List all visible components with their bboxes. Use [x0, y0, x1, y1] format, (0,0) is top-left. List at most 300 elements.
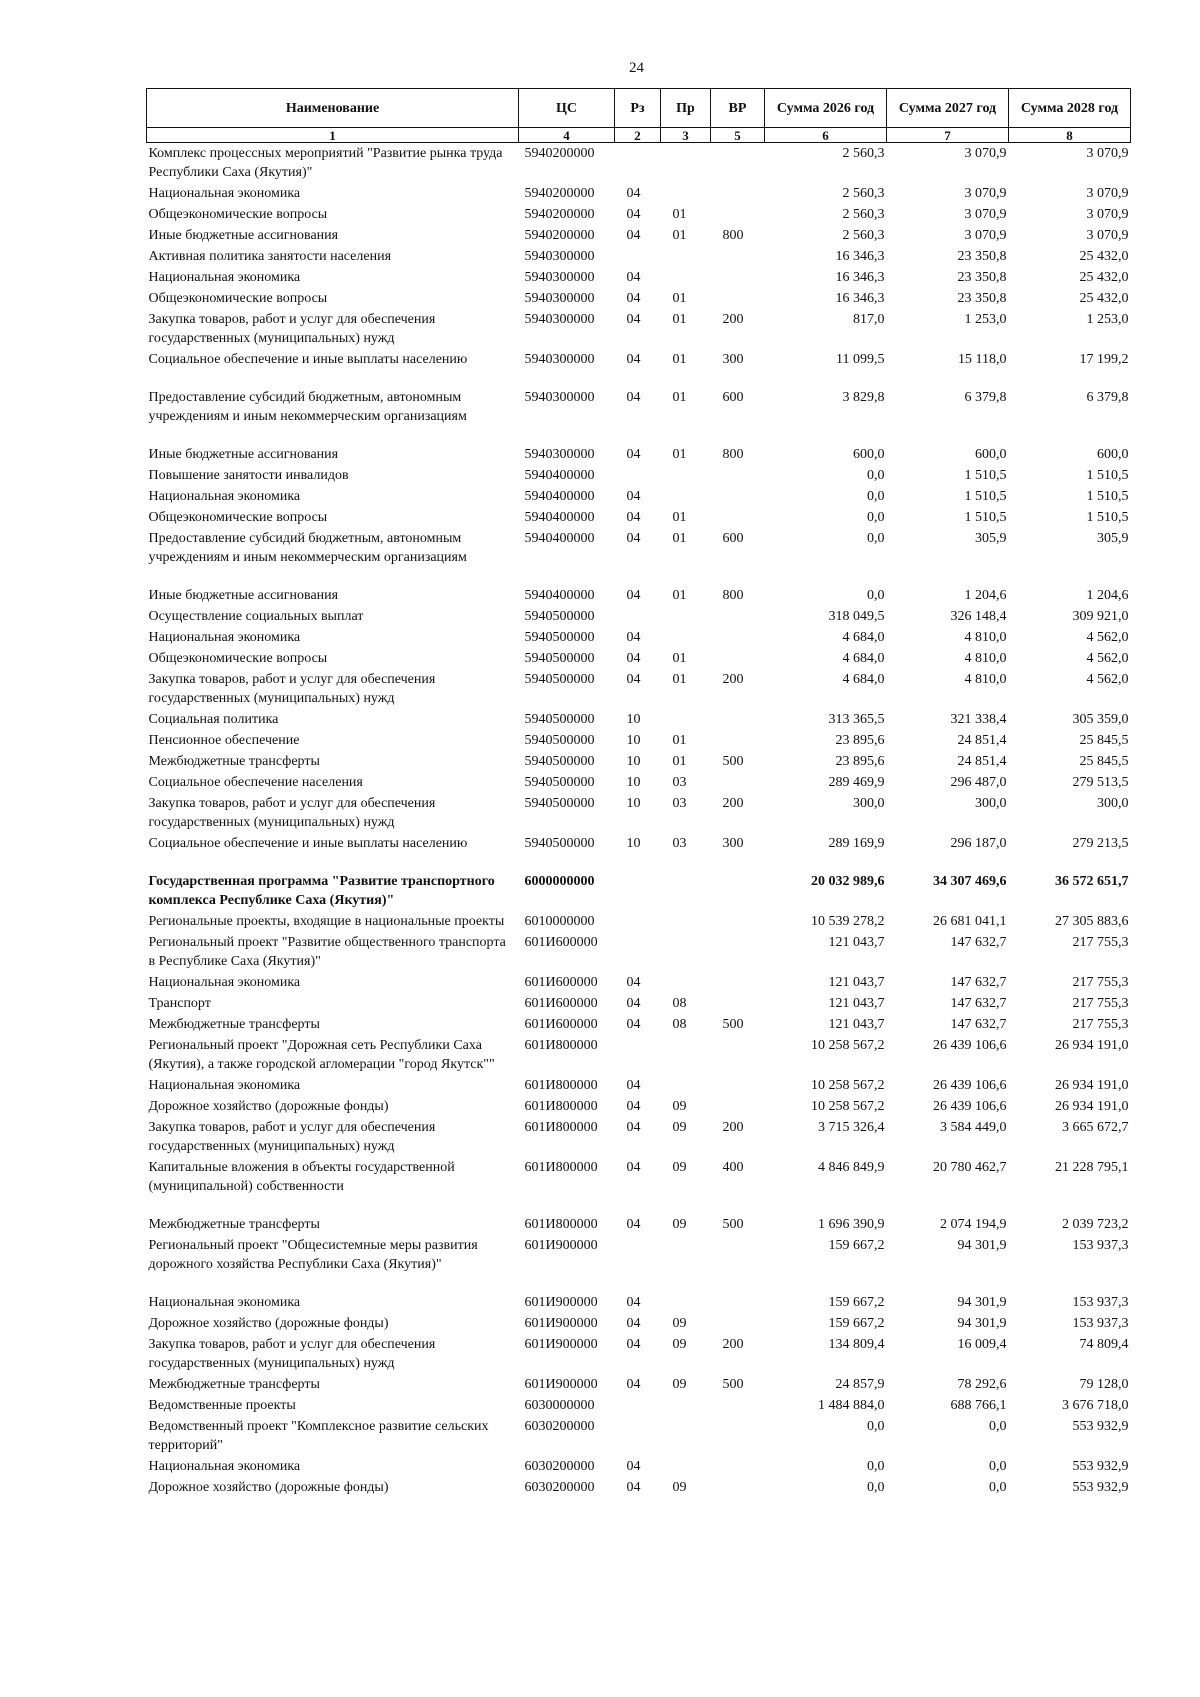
row-sum-2027: 147 632,7 — [950, 975, 1007, 990]
row-sum-2027: 0,0 — [989, 1459, 1007, 1474]
row-sum-2026: 121 043,7 — [828, 1017, 885, 1032]
row-pr: 01 — [672, 733, 687, 748]
row-sum-2028: 305 359,0 — [1072, 712, 1129, 727]
row-sum-2027: 94 301,9 — [957, 1295, 1007, 1310]
row-sum-2028: 553 932,9 — [1072, 1480, 1129, 1495]
row-cs: 601И800000 — [524, 1160, 598, 1175]
row-sum-2026: 10 539 278,2 — [811, 914, 885, 929]
row-cs: 601И800000 — [524, 1099, 598, 1114]
row-cs: 601И900000 — [524, 1238, 598, 1253]
row-pr — [661, 932, 711, 972]
row-sum-2026: 0,0 — [867, 510, 885, 525]
row-sum-2027: 23 350,8 — [957, 270, 1007, 285]
row-sum-2026: 0,0 — [867, 489, 885, 504]
table-row — [147, 730, 1131, 751]
row-pr: 01 — [672, 352, 687, 367]
row-sum-2026: 121 043,7 — [828, 996, 885, 1011]
row-name: Общеэкономические вопросы — [148, 207, 328, 222]
row-sum-2027: 3 070,9 — [964, 146, 1007, 161]
row-vr: 200 — [722, 1337, 744, 1352]
row-sum-2027: 26 439 106,6 — [933, 1038, 1007, 1053]
table-row — [147, 793, 1131, 833]
row-name: Закупка товаров, работ и услуг для обеспечения государственных (муниципальных) нужд — [148, 672, 436, 706]
row-sum-2028: 36 572 651,7 — [1055, 874, 1129, 889]
row-name: Иные бюджетные ассигнования — [148, 588, 339, 603]
row-sum-2028: 279 213,5 — [1072, 836, 1129, 851]
row-cs: 5940200000 — [524, 146, 595, 161]
table-row — [147, 1214, 1131, 1235]
row-name: Межбюджетные трансферты — [148, 754, 320, 769]
header-vr: ВР — [711, 89, 765, 128]
row-pr — [661, 972, 711, 993]
row-cs: 601И900000 — [524, 1316, 598, 1331]
row-vr: 500 — [722, 1377, 744, 1392]
row-sum-2027: 94 301,9 — [957, 1238, 1007, 1253]
row-sum-2028: 4 562,0 — [1086, 651, 1129, 666]
table-row — [147, 1096, 1131, 1117]
row-pr — [661, 143, 711, 184]
row-pr: 09 — [672, 1099, 687, 1114]
row-sum-2027: 16 009,4 — [957, 1337, 1007, 1352]
row-pr — [661, 1395, 711, 1416]
row-sum-2027: 23 350,8 — [957, 249, 1007, 264]
row-rz — [615, 1235, 661, 1292]
row-pr: 01 — [672, 207, 687, 222]
row-vr — [711, 648, 765, 669]
row-sum-2026: 4 684,0 — [842, 651, 885, 666]
row-rz: 04 — [626, 489, 641, 504]
row-rz: 04 — [626, 588, 641, 603]
row-cs: 601И900000 — [524, 1295, 598, 1310]
column-number: 7 — [887, 128, 1009, 143]
row-cs: 601И600000 — [524, 1017, 598, 1032]
row-sum-2027: 688 766,1 — [950, 1398, 1007, 1413]
row-name: Региональные проекты, входящие в национальные проекты — [148, 914, 505, 929]
table-row — [147, 1334, 1131, 1374]
row-vr: 600 — [722, 531, 744, 546]
row-rz: 04 — [626, 1120, 641, 1135]
row-sum-2027: 3 070,9 — [964, 228, 1007, 243]
row-rz: 04 — [626, 1099, 641, 1114]
table-row — [147, 267, 1131, 288]
row-rz: 04 — [626, 390, 641, 405]
row-pr: 08 — [672, 1017, 687, 1032]
row-rz: 04 — [626, 1459, 641, 1474]
header-name: Наименование — [147, 89, 519, 128]
row-sum-2027: 326 148,4 — [950, 609, 1007, 624]
row-cs: 601И800000 — [524, 1078, 598, 1093]
row-vr — [711, 1035, 765, 1075]
row-sum-2026: 159 667,2 — [828, 1238, 885, 1253]
row-cs: 5940400000 — [524, 468, 595, 483]
row-vr — [711, 911, 765, 932]
row-vr: 400 — [722, 1160, 744, 1175]
table-row — [147, 648, 1131, 669]
table-row — [147, 288, 1131, 309]
row-rz: 04 — [626, 1316, 641, 1331]
row-sum-2028: 1 510,5 — [1086, 468, 1129, 483]
row-rz: 04 — [626, 1217, 641, 1232]
row-sum-2026: 4 684,0 — [842, 630, 885, 645]
row-sum-2027: 4 810,0 — [964, 651, 1007, 666]
row-sum-2026: 2 560,3 — [842, 207, 885, 222]
row-rz: 04 — [626, 1160, 641, 1175]
row-cs: 5940500000 — [524, 836, 595, 851]
row-sum-2027: 300,0 — [975, 796, 1007, 811]
row-sum-2027: 147 632,7 — [950, 1017, 1007, 1032]
row-sum-2028: 305,9 — [1097, 531, 1129, 546]
row-sum-2027: 0,0 — [989, 1419, 1007, 1434]
row-sum-2026: 0,0 — [867, 468, 885, 483]
row-cs: 5940500000 — [524, 630, 595, 645]
row-name: Дорожное хозяйство (дорожные фонды) — [148, 1480, 389, 1495]
row-sum-2026: 159 667,2 — [828, 1316, 885, 1331]
row-vr: 500 — [722, 1017, 744, 1032]
row-pr — [661, 1416, 711, 1456]
row-name: Осуществление социальных выплат — [148, 609, 364, 624]
row-rz: 10 — [626, 775, 641, 790]
row-sum-2026: 16 346,3 — [835, 270, 885, 285]
row-cs: 601И800000 — [524, 1120, 598, 1135]
row-vr: 300 — [722, 836, 744, 851]
row-cs: 601И600000 — [524, 996, 598, 1011]
row-name: Общеэкономические вопросы — [148, 291, 328, 306]
row-rz: 04 — [626, 1337, 641, 1352]
row-sum-2028: 4 562,0 — [1086, 630, 1129, 645]
row-sum-2026: 16 346,3 — [835, 291, 885, 306]
row-sum-2027: 4 810,0 — [964, 630, 1007, 645]
table-row — [147, 1014, 1131, 1035]
row-name: Закупка товаров, работ и услуг для обеспечения государственных (муниципальных) нужд — [148, 312, 436, 346]
row-name: Дорожное хозяйство (дорожные фонды) — [148, 1099, 389, 1114]
row-vr — [711, 627, 765, 648]
row-pr: 09 — [672, 1480, 687, 1495]
row-sum-2026: 23 895,6 — [835, 754, 885, 769]
row-pr — [661, 911, 711, 932]
row-sum-2027: 26 681 041,1 — [933, 914, 1007, 929]
row-name: Иные бюджетные ассигнования — [148, 447, 339, 462]
column-number: 5 — [711, 128, 765, 143]
row-sum-2028: 153 937,3 — [1072, 1238, 1129, 1253]
row-sum-2028: 26 934 191,0 — [1055, 1038, 1129, 1053]
row-pr: 03 — [672, 796, 687, 811]
row-sum-2026: 289 169,9 — [828, 836, 885, 851]
row-vr — [711, 606, 765, 627]
row-vr — [711, 465, 765, 486]
row-cs: 601И600000 — [524, 975, 598, 990]
table-row — [147, 1235, 1131, 1292]
column-number: 2 — [615, 128, 661, 143]
row-pr: 08 — [672, 996, 687, 1011]
row-sum-2026: 11 099,5 — [836, 352, 885, 367]
row-sum-2027: 1 253,0 — [964, 312, 1007, 327]
row-sum-2028: 553 932,9 — [1072, 1419, 1129, 1434]
table-row — [147, 993, 1131, 1014]
row-name: Национальная экономика — [148, 1459, 301, 1474]
row-pr: 01 — [672, 651, 687, 666]
table-row — [147, 246, 1131, 267]
row-pr: 09 — [672, 1120, 687, 1135]
row-rz: 04 — [626, 651, 641, 666]
row-cs: 5940400000 — [524, 588, 595, 603]
row-name: Общеэкономические вопросы — [148, 510, 328, 525]
row-name: Закупка товаров, работ и услуг для обеспечения государственных (муниципальных) нужд — [148, 1337, 436, 1371]
table-row — [147, 833, 1131, 871]
row-sum-2028: 3 070,9 — [1086, 207, 1129, 222]
row-sum-2028: 217 755,3 — [1072, 1017, 1129, 1032]
row-sum-2027: 3 070,9 — [964, 207, 1007, 222]
row-name: Национальная экономика — [148, 1078, 301, 1093]
row-sum-2028: 3 070,9 — [1086, 146, 1129, 161]
row-sum-2027: 78 292,6 — [957, 1377, 1007, 1392]
table-row — [147, 627, 1131, 648]
row-sum-2026: 313 365,5 — [828, 712, 885, 727]
row-rz: 04 — [626, 291, 641, 306]
row-sum-2028: 25 432,0 — [1079, 291, 1129, 306]
row-vr — [711, 871, 765, 911]
row-name: Государственная программа "Развитие транспортного комплекса Республике Саха (Якутия)" — [148, 874, 495, 908]
table-row — [147, 1157, 1131, 1214]
row-sum-2026: 1 484 884,0 — [818, 1398, 885, 1413]
row-sum-2028: 3 070,9 — [1086, 228, 1129, 243]
table-row — [147, 606, 1131, 627]
row-name: Социальное обеспечение и иные выплаты населению — [148, 836, 468, 851]
table-row — [147, 486, 1131, 507]
row-cs: 6030200000 — [524, 1480, 595, 1495]
row-name: Закупка товаров, работ и услуг для обеспечения государственных (муниципальных) нужд — [148, 796, 436, 830]
row-vr — [711, 1075, 765, 1096]
row-pr: 03 — [672, 775, 687, 790]
table-row — [147, 387, 1131, 444]
row-sum-2028: 309 921,0 — [1072, 609, 1129, 624]
row-rz: 04 — [626, 1017, 641, 1032]
row-pr: 09 — [672, 1377, 687, 1392]
row-pr: 01 — [672, 291, 687, 306]
row-rz: 04 — [626, 996, 641, 1011]
row-rz — [615, 143, 661, 184]
row-name: Ведомственный проект "Комплексное развитие сельских территорий" — [148, 1419, 489, 1453]
column-number-row — [147, 128, 1131, 143]
row-cs: 5940500000 — [524, 775, 595, 790]
column-number: 4 — [519, 128, 615, 143]
row-sum-2026: 24 857,9 — [835, 1377, 885, 1392]
row-name: Общеэкономические вопросы — [148, 651, 328, 666]
row-vr — [711, 507, 765, 528]
row-pr — [661, 486, 711, 507]
row-rz: 04 — [626, 228, 641, 243]
row-vr — [711, 267, 765, 288]
row-pr: 09 — [672, 1217, 687, 1232]
row-vr — [711, 1096, 765, 1117]
row-sum-2027: 26 439 106,6 — [933, 1099, 1007, 1114]
row-cs: 5940400000 — [524, 510, 595, 525]
row-sum-2027: 305,9 — [975, 531, 1007, 546]
row-sum-2026: 3 715 326,4 — [818, 1120, 885, 1135]
row-vr — [711, 932, 765, 972]
row-pr: 01 — [672, 510, 687, 525]
row-pr: 01 — [672, 588, 687, 603]
table-row — [147, 225, 1131, 246]
table-row — [147, 507, 1131, 528]
row-vr — [711, 288, 765, 309]
row-sum-2027: 15 118,0 — [958, 352, 1007, 367]
row-sum-2026: 121 043,7 — [828, 975, 885, 990]
row-sum-2027: 1 510,5 — [964, 468, 1007, 483]
row-sum-2028: 6 379,8 — [1086, 390, 1129, 405]
row-name: Транспорт — [148, 996, 211, 1011]
row-name: Закупка товаров, работ и услуг для обеспечения государственных (муниципальных) нужд — [148, 1120, 436, 1154]
row-vr: 500 — [722, 1217, 744, 1232]
row-rz: 04 — [626, 630, 641, 645]
row-pr — [661, 183, 711, 204]
row-pr: 01 — [672, 447, 687, 462]
row-cs: 5940200000 — [524, 186, 595, 201]
column-number: 8 — [1009, 128, 1131, 143]
row-sum-2028: 1 510,5 — [1086, 510, 1129, 525]
table-row — [147, 183, 1131, 204]
row-sum-2026: 318 049,5 — [828, 609, 885, 624]
row-sum-2028: 26 934 191,0 — [1055, 1099, 1129, 1114]
row-sum-2027: 1 204,6 — [964, 588, 1007, 603]
row-rz: 04 — [626, 975, 641, 990]
row-sum-2026: 0,0 — [867, 1459, 885, 1474]
row-name: Межбюджетные трансферты — [148, 1017, 320, 1032]
row-sum-2026: 0,0 — [867, 1480, 885, 1495]
row-cs: 6030200000 — [524, 1459, 595, 1474]
row-sum-2027: 1 510,5 — [964, 510, 1007, 525]
row-cs: 5940500000 — [524, 733, 595, 748]
row-sum-2028: 217 755,3 — [1072, 935, 1129, 950]
row-rz: 04 — [626, 510, 641, 525]
row-sum-2028: 1 253,0 — [1086, 312, 1129, 327]
row-cs: 5940500000 — [524, 712, 595, 727]
row-cs: 5940300000 — [524, 291, 595, 306]
row-name: Предоставление субсидий бюджетным, автономным учреждениям и иным некоммерческим организациям — [148, 390, 467, 424]
row-sum-2026: 20 032 989,6 — [811, 874, 885, 889]
row-sum-2026: 2 560,3 — [842, 228, 885, 243]
row-pr — [661, 606, 711, 627]
row-sum-2028: 4 562,0 — [1086, 672, 1129, 687]
row-sum-2028: 27 305 883,6 — [1055, 914, 1129, 929]
row-sum-2028: 17 199,2 — [1079, 352, 1129, 367]
row-pr — [661, 1035, 711, 1075]
row-sum-2026: 2 560,3 — [842, 146, 885, 161]
row-sum-2026: 289 469,9 — [828, 775, 885, 790]
table-row — [147, 932, 1131, 972]
header-sum-2028: Сумма 2028 год — [1009, 89, 1131, 128]
row-sum-2026: 16 346,3 — [835, 249, 885, 264]
row-sum-2026: 600,0 — [853, 447, 885, 462]
row-sum-2028: 600,0 — [1097, 447, 1129, 462]
row-sum-2027: 1 510,5 — [964, 489, 1007, 504]
header-sum-2026: Сумма 2026 год — [765, 89, 887, 128]
row-cs: 601И800000 — [524, 1217, 598, 1232]
table-row — [147, 1456, 1131, 1477]
row-pr: 01 — [672, 531, 687, 546]
row-sum-2027: 147 632,7 — [950, 935, 1007, 950]
table-row — [147, 1477, 1131, 1498]
column-number: 1 — [147, 128, 519, 143]
table-row — [147, 709, 1131, 730]
row-sum-2028: 79 128,0 — [1079, 1377, 1129, 1392]
row-cs: 5940500000 — [524, 754, 595, 769]
row-name: Комплекс процессных мероприятий "Развитие рынка труда Республики Саха (Якутия)" — [148, 146, 503, 180]
row-name: Региональный проект "Развитие общественного транспорта в Республике Саха (Якутия)" — [148, 935, 506, 969]
row-rz — [615, 606, 661, 627]
row-sum-2027: 94 301,9 — [957, 1316, 1007, 1331]
header-cs: ЦС — [519, 89, 615, 128]
row-cs: 5940300000 — [524, 447, 595, 462]
row-rz — [615, 1416, 661, 1456]
row-name: Региональный проект "Общесистемные меры развития дорожного хозяйства Республики Саха (Якутия)" — [148, 1238, 478, 1272]
row-sum-2028: 2 039 723,2 — [1062, 1217, 1129, 1232]
table-row — [147, 309, 1131, 349]
row-sum-2027: 26 439 106,6 — [933, 1078, 1007, 1093]
row-rz: 04 — [626, 270, 641, 285]
row-vr — [711, 1456, 765, 1477]
row-rz — [615, 465, 661, 486]
row-sum-2027: 34 307 469,6 — [933, 874, 1007, 889]
row-sum-2028: 300,0 — [1097, 796, 1129, 811]
row-name: Повышение занятости инвалидов — [148, 468, 349, 483]
row-rz — [615, 1395, 661, 1416]
table-row — [147, 585, 1131, 606]
row-sum-2027: 24 851,4 — [957, 754, 1007, 769]
row-name: Национальная экономика — [148, 630, 301, 645]
row-rz: 04 — [626, 1078, 641, 1093]
row-pr: 01 — [672, 390, 687, 405]
row-sum-2028: 25 432,0 — [1079, 249, 1129, 264]
row-sum-2026: 4 684,0 — [842, 672, 885, 687]
row-cs: 5940300000 — [524, 390, 595, 405]
table-row — [147, 204, 1131, 225]
row-vr — [711, 972, 765, 993]
row-cs: 6000000000 — [524, 874, 595, 889]
table-row — [147, 772, 1131, 793]
row-pr: 03 — [672, 836, 687, 851]
row-rz: 04 — [626, 1295, 641, 1310]
row-sum-2026: 10 258 567,2 — [811, 1078, 885, 1093]
row-vr: 800 — [722, 588, 744, 603]
row-pr — [661, 1292, 711, 1313]
row-vr — [711, 246, 765, 267]
row-cs: 6030000000 — [524, 1398, 595, 1413]
row-cs: 5940500000 — [524, 609, 595, 624]
row-cs: 5940500000 — [524, 651, 595, 666]
row-sum-2026: 300,0 — [853, 796, 885, 811]
row-sum-2026: 817,0 — [853, 312, 885, 327]
row-pr — [661, 246, 711, 267]
row-vr: 600 — [722, 390, 744, 405]
row-rz: 04 — [626, 1377, 641, 1392]
row-vr: 500 — [722, 754, 744, 769]
row-pr: 01 — [672, 672, 687, 687]
row-name: Социальная политика — [148, 712, 279, 727]
row-cs: 5940300000 — [524, 249, 595, 264]
page-number: 24 — [629, 60, 644, 76]
row-sum-2028: 3 665 672,7 — [1062, 1120, 1129, 1135]
table-row — [147, 528, 1131, 585]
row-vr — [711, 183, 765, 204]
row-rz: 10 — [626, 836, 641, 851]
row-rz: 04 — [626, 1480, 641, 1495]
row-sum-2028: 25 432,0 — [1079, 270, 1129, 285]
row-cs: 5940300000 — [524, 312, 595, 327]
row-pr: 01 — [672, 312, 687, 327]
row-sum-2028: 3 070,9 — [1086, 186, 1129, 201]
row-vr — [711, 1395, 765, 1416]
row-rz: 04 — [626, 447, 641, 462]
